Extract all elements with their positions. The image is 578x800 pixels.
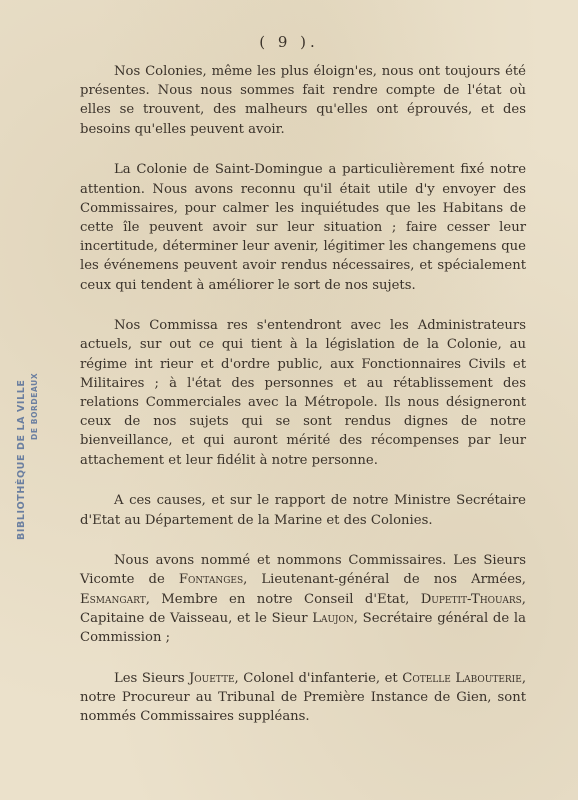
library-stamp <box>8 290 46 540</box>
paragraph-nomination <box>80 551 526 647</box>
suppleants-text-2: , Colonel d'infanterie, et <box>234 670 403 686</box>
nomination-text-4: , Capitaine de Vaisseau, et le Sieur <box>80 591 526 626</box>
nomination-text-5: , Secrétaire général de la Commission ; <box>80 610 526 646</box>
nomination-text-3: , Membre en notre Conseil d'Etat, <box>145 591 421 607</box>
name-jouette: Jouette <box>188 670 235 686</box>
page-number: ( 9 ). <box>259 33 319 51</box>
stamp-line-2: DE BORDEAUX <box>30 372 39 440</box>
paragraph-saint-domingue: La Colonie de Saint-Domingue a particulièrement fixé notre attention. Nous avons reconnu qu'il était utile d'y envoyer des Commissaires, pour calmer les inquiétudes que les Habitans de cette île peuvent avoir sur leur situation ; faire cesser leur incertitude, déterminer leur avenir, légitimer les changemens que les événemens peuvent avoir rendus nécessaires, et spécialement ceux qui tendent à améliorer le sort de nos sujets. <box>80 162 526 293</box>
name-fontanges: Fontanges <box>178 572 244 588</box>
suppleants-text-3: , notre Procureur au Tribunal de Première Instance de Gien, sont nommés Commissaires suppléans. <box>80 670 527 725</box>
library-stamp-graphic <box>8 290 46 540</box>
paragraph-causes: A ces causes, et sur le rapport de notre Ministre Secrétaire d'Etat au Département de la Marine et des Colonies. <box>80 493 526 528</box>
stamp-line-1: BIBLIOTHÈQUE DE LA VILLE <box>16 379 27 540</box>
name-esmangart: Esmangart <box>80 591 146 607</box>
name-dupetit-thouars: Dupetit-Thouars <box>420 591 522 607</box>
nomination-text-1: Nous avons nommé et nommons Commissaires. Les Sieurs Vicomte de <box>80 553 526 588</box>
nomination-text-2: , Lieutenant-général de nos Armées, <box>243 572 526 588</box>
name-laujon: Laujon <box>312 610 354 626</box>
name-cotelle-labouterie: Cotelle Labouterie <box>402 670 522 686</box>
paragraph-colonies: Nos Colonies, même les plus éloign'es, nous ont toujours été présentes. Nous nous sommes fait rendre compte de l'état où elles se trouvent, des malheurs qu'elles ont éprouvés, et des besoins qu'elles peuvent avoir. <box>80 64 526 137</box>
suppleants-text-1: Les Sieurs <box>114 670 189 686</box>
document-body <box>80 62 526 748</box>
paragraph-suppleants <box>80 669 526 727</box>
paragraph-commissaires: Nos Commissa res s'entendront avec les Administrateurs actuels, sur out ce qui tient à la législation de la Colonie, au régime int rieur et d'ordre public, aux Fonctionnaires Civils et Militaires ; à l'état des personnes et au rétablissement des relations Commerciales avec la Métropole. Ils nous désigneront ceux de nos sujets qui se sont rendus dignes de notre bienveillance, et qui auront mérité des récompenses par leur attachement et leur fidélit à notre personne. <box>80 318 526 468</box>
